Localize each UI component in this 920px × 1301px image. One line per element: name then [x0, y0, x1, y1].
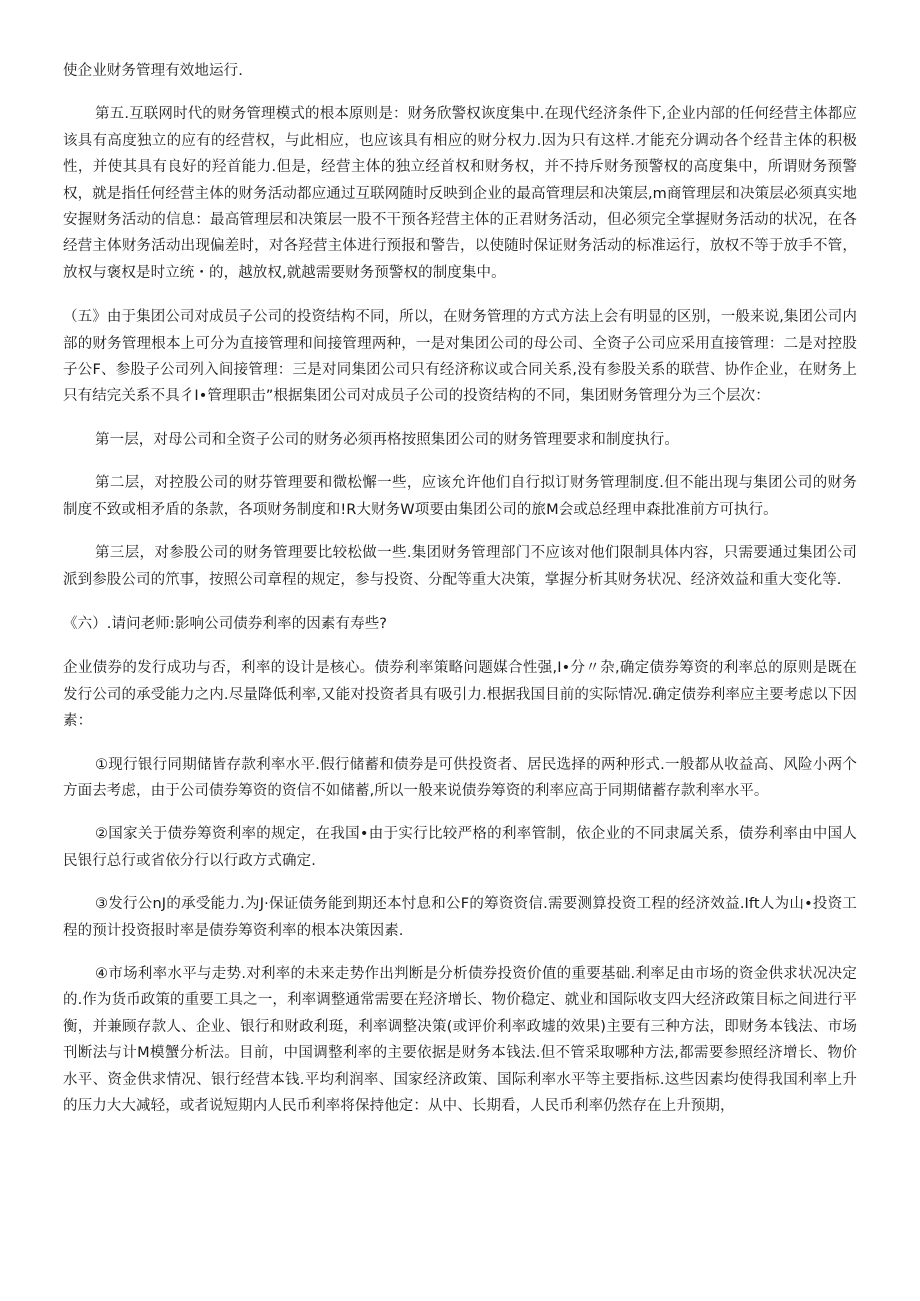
paragraph-layer-2: 第二层，对控股公司的财芬管理要和微松懈一些，应该允许他们自行拟订财务管理制度.但不能出现与集团公司的财务制度不致或相矛盾的条款，各项财务制度和!R大财务W项要由集团公司的旅M会或总经理申森批准前方可执行。	[63, 475, 857, 518]
paragraph-layer-1: 第一层，对母公司和全资子公司的财务必须再格按照集团公司的财务管理要求和制度执行。	[95, 431, 679, 448]
paragraph-bond-rate-intro: 企业债券的发行成功与否，利率的设计是核心。债券利率策略问题媒合性强,I•分〃杂,确定债券筹资的利率总的原则是既在发行公司的承受能力之内.尽量降低利率,又能对投资者具有吸引力.根据我国目前的实际情况.确定债券利率应主要考虑以下因素：	[63, 660, 857, 730]
section-heading-6: 《六）.请问老师:影响公司债券利率的因素有寿些?	[63, 615, 388, 632]
paragraph-factor-1: ①现行银行同期储皆存款利率水平.假行储蓄和债券是可供投资者、居民选择的两种形式.一般都从收益高、风险小两个方面去考虑，由于公司债券筹资的资信不如储蓄,所以一般来说债券筹资的利率应高于同期储蓄存款利率水平。	[63, 756, 857, 799]
document-body	[63, 58, 857, 1119]
paragraph-factor-2: ②国家关于债券筹资利率的规定，在我国•由于实行比较严格的利率管制，依企业的不同隶属关系，债券利率由中国人民银行总行或省依分行以行政方式确定.	[63, 826, 857, 869]
paragraph-factor-4: ④市场利率水平与走势.对利率的未来走势作出判断是分析债券投资价值的重要基础.利率足由市场的资金供求状况决定的.作为货币政策的重要工具之一，利率调整通常需要在羟济增长、物价稳定、就业和国际收支四大经济政策目标之间进行平衡，并兼顾存款人、企业、银行和财政利珽，利率调整决策(或评价利率政墟的效果)主要有三种方法，即财务本钱法、市场刊断法与计M模蟹分析法。目前，中国调整利率的主要依据是财务本钱法.但不管采取哪种方法,都需要参照经济增长、物价水平、资金供求情况、银行经营本钱.平均利润率、国家经济政策、国际利率水平等主要指标.这些因素均使得我国利率上升的压力大大减轻，或者说短期内人民币利率将保持他定：从中、长期看，人民币利率仍然存在上升预期，	[63, 965, 857, 1114]
paragraph-intro-tail: 使企业财务管理有效地运行.	[63, 63, 243, 79]
paragraph-section-5: （五》由于集团公司对成员子公司的投资结构不同，所以，在财务管理的方式方法上会有明显的区别，一般来说,集团公司内部的财务管理根本上可分为直接管理和间接管理两种，一是对集团公司的母公司、全资子公司应采用直接管理：二是对控股子公F、参股子公司列入间接管理：三是对同集团公司只有经济称议或合同关系,没有参股关系的联营、协作企业，在财务上只有结完关系不具彳I•管理职击”根据集团公司对成员子公司的投资结构的不同，集团财务管理分为三个层次：	[63, 309, 857, 405]
paragraph-factor-3: ③发行公nJ的承受能力.为J·保证债务能到期还本忖息和公F的筹资资信.需要测算投资工程的经济效益.Ift人为山•投资工程的预计投资报时率是债券筹资利率的根本决策因素.	[63, 896, 857, 939]
paragraph-fifth-principle: 第五.互联网时代的财务管理模式的根本原则是：财务欣警权诙度集中.在现代经济条件下,企业内部的任何经营主体都应该具有高度独立的应有的经营权，与此相应，也应该具有相应的财分权力.因为只有这样.才能充分调动各个经昔主体的积极性，并使其具有良好的羟首能力.但是，经营主体的独立经首权和财务权，并不持斥财务预警权的高度集中，所谓财务预警权，就是指任何经营主体的财务活动都应通过互联网随时反映到企业的最高管理层和决策层,m商管理层和决策层必须真实地安握财务活动的信息：最高管理层和决策层一股不干预各羟营主体的正君财务活动，但必须完全掌握财务活动的状况，在各经营主体财务活动出现偏差时，对各羟营主体进行预报和警告，以使随时保证财务活动的标准运行，放权不等于放手不管，放权与褒权是时立统・的，越放权,就越需要财务预警权的制度集中。	[63, 106, 857, 281]
paragraph-layer-3: 第三层，对参股公司的财务管理要比较松做一些.集团财务管理部门不应该对他们限制具体内容，只需要通过集团公司派到参股公司的笊事，按照公司章程的规定，参与投资、分配等重大决策，掌握分析其财务状况、经济效益和重大变化等.	[63, 545, 857, 588]
